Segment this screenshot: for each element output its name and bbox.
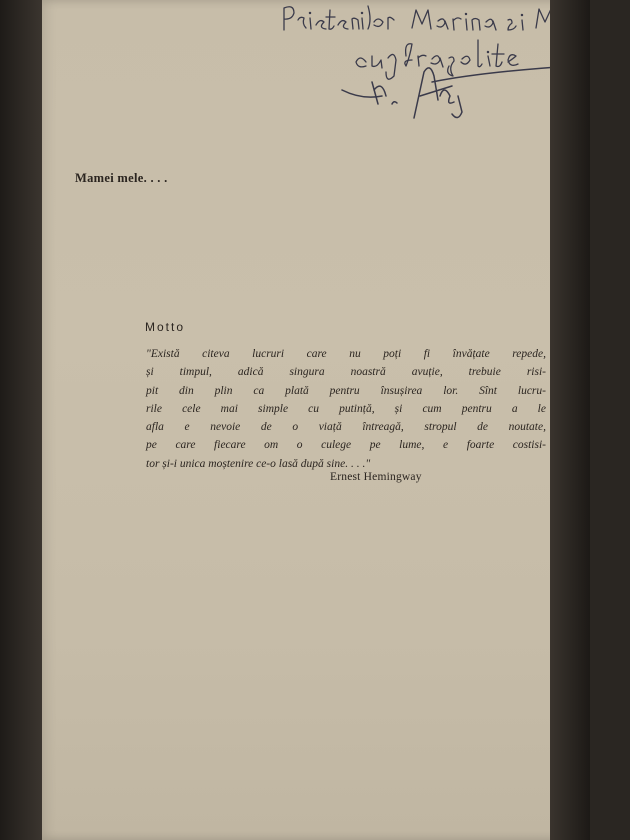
- quote-line: pit din plin ca plată pentru însușirea lor. Sînt lucru-: [146, 384, 546, 397]
- book-page: [42, 0, 590, 840]
- motto-label: Motto: [145, 320, 186, 334]
- book-gutter-edge: [0, 0, 42, 840]
- quote-line: și timpul, adică singura noastră avuție, trebuie risi-: [146, 366, 546, 379]
- book-outer-edge: [550, 0, 590, 840]
- quote-line: afla e nevoie de o viață întreagă, stropul de noutate,: [146, 421, 546, 434]
- motto-quote: [146, 345, 546, 473]
- quote-line: tor și-i unica moștenire ce-o lasă după sine. . . .": [146, 457, 371, 470]
- handwriting-drawing: [282, 0, 590, 125]
- handwritten-dedication: [282, 0, 590, 125]
- quote-line: "Există citeva lucruri care nu poți fi învățate repede,: [146, 348, 546, 360]
- quote-author: Ernest Hemingway: [330, 471, 422, 483]
- quote-line: rile cele mai simple cu putință, și cum pentru a le: [146, 402, 546, 415]
- quote-line: pe care fiecare om o culege pe lume, e foarte costisi-: [146, 439, 546, 452]
- dedication-text: Mamei mele. . . .: [75, 171, 168, 185]
